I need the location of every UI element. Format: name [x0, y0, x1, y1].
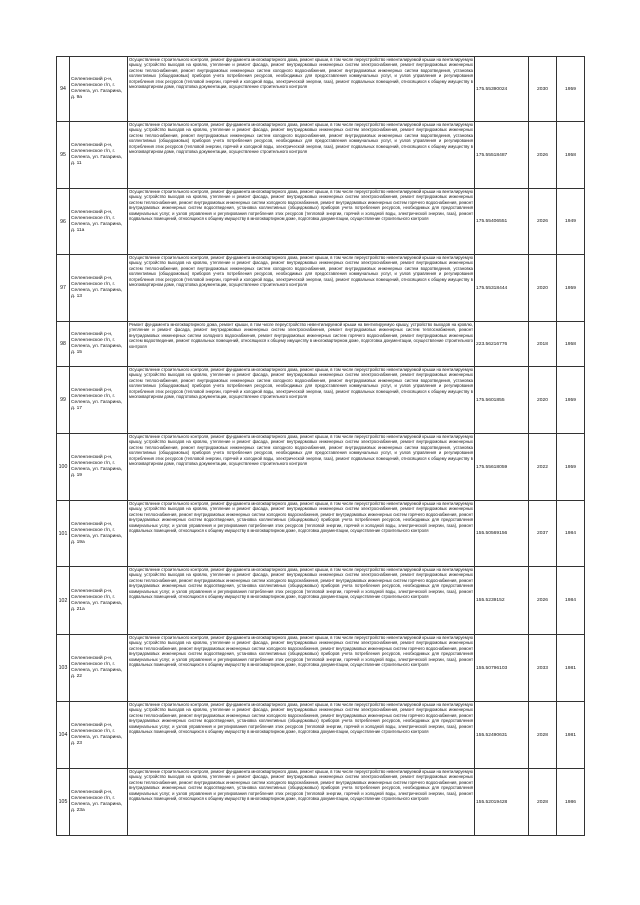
table-row	[57, 367, 585, 434]
row-number: 97	[57, 255, 70, 322]
works-cell: Осуществление строительного контроля, ремонт фундамента многоквартирного дома, ремонт крыши, в том числе переустройство невентилируемой крыши на вентилируемую крышу, устройство выходов на кровлю, утепление и ремонт фасада, ремонт внутридомовых инженерных систем электроснабжения, ремонт внутридомовых инженерных систем теплоснабжения, ремонт внутридомовых инженерных систем холодного водоснабжения, ремонт внутридомовых инженерных систем горячего водоснабжения, ремонт внутридомовых инженерных систем водоотведения, установка коллективных (общедомовых) приборов учета потребления ресурсов, необходимых для предоставления коммунальных услуг, и узлов управления и регулирования потребления этих ресурсов (тепловой энергии, горячей и холодной воды, электрической энергии, газа), ремонт подвальных помещений, относящихся к общему имуществу в многоквартирном доме, подготовка документации, осуществление строительного контроля	[128, 769, 475, 836]
build-year-cell: 1959	[557, 434, 585, 501]
works-cell: Ремонт фундамента многоквартирного дома, ремонт крыши, в том числе переустройство невентилируемой крыши на вентилируемую крышу, устройство выходов на кровлю, утепление и ремонт фасада, ремонт внутридомовых инженерных систем электроснабжения, ремонт внутридомовых инженерных систем теплоснабжения, ремонт внутридомовых инженерных систем холодного водоснабжения, ремонт внутридомовых инженерных систем горячего водоснабжения, ремонт внутридомовых инженерных систем водоотведения, ремонт подвальных помещений, относящихся к общему имуществу в многоквартирном доме, подготовка документации, осуществление строительного контроля	[128, 322, 475, 367]
cost-cell: 223.56216776	[475, 322, 529, 367]
planned-year-cell: 2018	[529, 322, 557, 367]
works-cell: Осуществление строительного контроля, ремонт фундамента многоквартирного дома, ремонт крыши, в том числе переустройство невентилируемой крыши на вентилируемую крышу, устройство выходов на кровлю, утепление и ремонт фасада, ремонт внутридомовых инженерных систем электроснабжения, ремонт внутридомовых инженерных систем теплоснабжения, ремонт внутридомовых инженерных систем холодного водоснабжения, ремонт внутридомовых инженерных систем водоотведения, установка коллективных (общедомовых) приборов учета потребления ресурсов, необходимых для предоставления коммунальных услуг, и узлов управления и регулирования потребления этих ресурсов (тепловой энергии, горячей и холодной воды, электрической энергии, газа), ремонт подвальных помещений, относящихся к общему имуществу в многоквартирном доме, подготовка документации, осуществление строительного контроля	[128, 434, 475, 501]
planned-year-cell: 2026	[529, 189, 557, 255]
table-row	[57, 702, 585, 769]
cost-cell: 175.5601855	[475, 367, 529, 434]
planned-year-cell: 2022	[529, 434, 557, 501]
address-cell: Селенгинский р-н, Селенгинское г/п, г. Селенга, ул. Гагарина, д. 9а	[70, 57, 128, 122]
table-row	[57, 635, 585, 702]
row-number: 103	[57, 635, 70, 702]
row-number: 99	[57, 367, 70, 434]
cost-cell: 175.55318444	[475, 255, 529, 322]
planned-year-cell: 2028	[529, 769, 557, 836]
row-number: 105	[57, 769, 70, 836]
works-cell: Осуществление строительного контроля, ремонт фундамента многоквартирного дома, ремонт крыши, в том числе переустройство невентилируемой крыши на вентилируемую крышу, устройство выходов на кровлю, утепление и ремонт фасада, ремонт внутридомовых инженерных систем электроснабжения, ремонт внутридомовых инженерных систем теплоснабжения, ремонт внутридомовых инженерных систем холодного водоснабжения, ремонт внутридомовых инженерных систем водоотведения, установка коллективных (общедомовых) приборов учета потребления ресурсов, необходимых для предоставления коммунальных услуг, и узлов управления и регулирования потребления этих ресурсов (тепловой энергии, горячей и холодной воды, электрической энергии, газа), ремонт подвальных помещений, относящихся к общему имуществу в многоквартирном доме, подготовка документации, осуществление строительного контроля	[128, 57, 475, 122]
cost-cell: 155.50796103	[475, 635, 529, 702]
table-row	[57, 501, 585, 567]
row-number: 96	[57, 189, 70, 255]
planned-year-cell: 2020	[529, 367, 557, 434]
table-row	[57, 434, 585, 501]
build-year-cell: 1959	[557, 57, 585, 122]
address-cell: Селенгинский р-н, Селенгинское г/п, г. Селенга, ул. Гагарина, д. 13	[70, 255, 128, 322]
planned-year-cell: 2028	[529, 702, 557, 769]
row-number: 104	[57, 702, 70, 769]
cost-cell: 175.55390024	[475, 57, 529, 122]
cost-cell: 155.5239152	[475, 567, 529, 635]
address-cell: Селенгинский р-н, Селенгинское г/п, г. Селенга, ул. Гагарина, д. 17	[70, 367, 128, 434]
planned-year-cell: 2026	[529, 122, 557, 189]
build-year-cell: 1949	[557, 189, 585, 255]
planned-year-cell: 2020	[529, 255, 557, 322]
build-year-cell: 1984	[557, 501, 585, 567]
address-cell: Селенгинский р-н, Селенгинское г/п, г. Селенга, ул. Гагарина, д. 21а	[70, 567, 128, 635]
address-cell: Селенгинский р-н, Селенгинское г/п, г. Селенга, ул. Гагарина, д. 23	[70, 702, 128, 769]
planned-year-cell: 2033	[529, 635, 557, 702]
table-row	[57, 57, 585, 122]
works-cell: Осуществление строительного контроля, ремонт фундамента многоквартирного дома, ремонт крыши, в том числе переустройство невентилируемой крыши на вентилируемую крышу, устройство выходов на кровлю, утепление и ремонт фасада, ремонт внутридомовых инженерных систем электроснабжения, ремонт внутридомовых инженерных систем теплоснабжения, ремонт внутридомовых инженерных систем холодного водоснабжения, ремонт внутридомовых инженерных систем водоотведения, установка коллективных (общедомовых) приборов учета потребления ресурсов, необходимых для предоставления коммунальных услуг, и узлов управления и регулирования потребления этих ресурсов (тепловой энергии, горячей и холодной воды, электрической энергии, газа), ремонт подвальных помещений, относящихся к общему имуществу в многоквартирном доме, подготовка документации, осуществление строительного контроля	[128, 122, 475, 189]
row-number: 95	[57, 122, 70, 189]
row-number: 100	[57, 434, 70, 501]
build-year-cell: 1958	[557, 122, 585, 189]
row-number: 101	[57, 501, 70, 567]
address-cell: Селенгинский р-н, Селенгинское г/п, г. Селенга, ул. Гагарина, д. 15	[70, 322, 128, 367]
document-sheet	[56, 56, 584, 836]
works-cell: Осуществление строительного контроля, ремонт фундамента многоквартирного дома, ремонт крыши, в том числе переустройство невентилируемой крыши на вентилируемую крышу, устройство выходов на кровлю, утепление и ремонт фасада, ремонт внутридомовых инженерных систем электроснабжения, ремонт внутридомовых инженерных систем теплоснабжения, ремонт внутридомовых инженерных систем холодного водоснабжения, ремонт внутридомовых инженерных систем горячего водоснабжения, ремонт внутридомовых инженерных систем водоотведения, установка коллективных (общедомовых) приборов учета потребления ресурсов, необходимых для предоставления коммунальных услуг, и узлов управления и регулирования потребления этих ресурсов (тепловой энергии, горячей и холодной воды, электрической энергии, газа), ремонт подвальных помещений, относящихся к общему имуществу в многоквартирном доме, подготовка документации, осуществление строительного контроля	[128, 567, 475, 635]
build-year-cell: 1986	[557, 769, 585, 836]
works-cell: Осуществление строительного контроля, ремонт фундамента многоквартирного дома, ремонт крыши, в том числе переустройство невентилируемой крыши на вентилируемую крышу, устройство выходов на кровлю, утепление и ремонт фасада, ремонт внутридомовых инженерных систем электроснабжения, ремонт внутридомовых инженерных систем теплоснабжения, ремонт внутридомовых инженерных систем холодного водоснабжения, ремонт внутридомовых инженерных систем горячего водоснабжения, ремонт внутридомовых инженерных систем водоотведения, установка коллективных (общедомовых) приборов учета потребления ресурсов, необходимых для предоставления коммунальных услуг, и узлов управления и регулирования потребления этих ресурсов (тепловой энергии, горячей и холодной воды, электрической энергии, газа), ремонт подвальных помещений, относящихся к общему имуществу в многоквартирном доме, подготовка документации, осуществление строительного контроля	[128, 189, 475, 255]
works-cell: Осуществление строительного контроля, ремонт фундамента многоквартирного дома, ремонт крыши, в том числе переустройство невентилируемой крыши на вентилируемую крышу, устройство выходов на кровлю, утепление и ремонт фасада, ремонт внутридомовых инженерных систем электроснабжения, ремонт внутридомовых инженерных систем теплоснабжения, ремонт внутридомовых инженерных систем холодного водоснабжения, ремонт внутридомовых инженерных систем горячего водоснабжения, ремонт внутридомовых инженерных систем водоотведения, установка коллективных (общедомовых) приборов учета потребления ресурсов, необходимых для предоставления коммунальных услуг, и узлов управления и регулирования потребления этих ресурсов (тепловой энергии, горячей и холодной воды, электрической энергии, газа), ремонт подвальных помещений, относящихся к общему имуществу в многоквартирном доме, подготовка документации, осуществление строительного контроля	[128, 702, 475, 769]
table-row	[57, 122, 585, 189]
address-cell: Селенгинский р-н, Селенгинское г/п, г. Селенга, ул. Гагарина, д. 11а	[70, 189, 128, 255]
table-row	[57, 255, 585, 322]
table-row	[57, 567, 585, 635]
planned-year-cell: 2026	[529, 567, 557, 635]
works-cell: Осуществление строительного контроля, ремонт фундамента многоквартирного дома, ремонт крыши, в том числе переустройство невентилируемой крыши на вентилируемую крышу, устройство выходов на кровлю, утепление и ремонт фасада, ремонт внутридомовых инженерных систем электроснабжения, ремонт внутридомовых инженерных систем теплоснабжения, ремонт внутридомовых инженерных систем холодного водоснабжения, ремонт внутридомовых инженерных систем водоотведения, установка коллективных (общедомовых) приборов учета потребления ресурсов, необходимых для предоставления коммунальных услуг, и узлов управления и регулирования потребления этих ресурсов (тепловой энергии, горячей и холодной воды, электрической энергии, газа), ремонт подвальных помещений, относящихся к общему имуществу в многоквартирном доме, подготовка документации, осуществление строительного контроля	[128, 367, 475, 434]
row-number: 98	[57, 322, 70, 367]
row-number: 102	[57, 567, 70, 635]
cost-cell: 155.52490631	[475, 702, 529, 769]
planned-year-cell: 2037	[529, 501, 557, 567]
table-row	[57, 322, 585, 367]
address-cell: Селенгинский р-н, Селенгинское г/п, г. Селенга, ул. Гагарина, д. 22	[70, 635, 128, 702]
works-cell: Осуществление строительного контроля, ремонт фундамента многоквартирного дома, ремонт крыши, в том числе переустройство невентилируемой крыши на вентилируемую крышу, устройство выходов на кровлю, утепление и ремонт фасада, ремонт внутридомовых инженерных систем электроснабжения, ремонт внутридомовых инженерных систем теплоснабжения, ремонт внутридомовых инженерных систем холодного водоснабжения, ремонт внутридомовых инженерных систем горячего водоснабжения, ремонт внутридомовых инженерных систем водоотведения, установка коллективных (общедомовых) приборов учета потребления ресурсов, необходимых для предоставления коммунальных услуг, и узлов управления и регулирования потребления этих ресурсов (тепловой энергии, горячей и холодной воды, электрической энергии, газа), ремонт подвальных помещений, относящихся к общему имуществу в многоквартирном доме, подготовка документации, осуществление строительного контроля	[128, 501, 475, 567]
table-row	[57, 189, 585, 255]
build-year-cell: 1958	[557, 322, 585, 367]
build-year-cell: 1981	[557, 635, 585, 702]
cost-cell: 175.55518487	[475, 122, 529, 189]
address-cell: Селенгинский р-н, Селенгинское г/п, г. Селенга, ул. Гагарина, д. 19	[70, 434, 128, 501]
repair-program-table	[56, 56, 585, 836]
cost-cell: 175.55618059	[475, 434, 529, 501]
works-cell: Осуществление строительного контроля, ремонт фундамента многоквартирного дома, ремонт крыши, в том числе переустройство невентилируемой крыши на вентилируемую крышу, устройство выходов на кровлю, утепление и ремонт фасада, ремонт внутридомовых инженерных систем электроснабжения, ремонт внутридомовых инженерных систем теплоснабжения, ремонт внутридомовых инженерных систем холодного водоснабжения, ремонт внутридомовых инженерных систем водоотведения, установка коллективных (общедомовых) приборов учета потребления ресурсов, необходимых для предоставления коммунальных услуг, и узлов управления и регулирования потребления этих ресурсов (тепловой энергии, горячей и холодной воды, электрической энергии, газа), ремонт подвальных помещений, относящихся к общему имуществу в многоквартирном доме, подготовка документации, осуществление строительного контроля	[128, 255, 475, 322]
build-year-cell: 1981	[557, 702, 585, 769]
address-cell: Селенгинский р-н, Селенгинское г/п, г. Селенга, ул. Гагарина, д. 19а	[70, 501, 128, 567]
works-cell: Осуществление строительного контроля, ремонт фундамента многоквартирного дома, ремонт крыши, в том числе переустройство невентилируемой крыши на вентилируемую крышу, устройство выходов на кровлю, утепление и ремонт фасада, ремонт внутридомовых инженерных систем электроснабжения, ремонт внутридомовых инженерных систем теплоснабжения, ремонт внутридомовых инженерных систем холодного водоснабжения, ремонт внутридомовых инженерных систем горячего водоснабжения, ремонт внутридомовых инженерных систем водоотведения, установка коллективных (общедомовых) приборов учета потребления ресурсов, необходимых для предоставления коммунальных услуг, и узлов управления и регулирования потребления этих ресурсов (тепловой энергии, горячей и холодной воды, электрической энергии, газа), ремонт подвальных помещений, относящихся к общему имуществу в многоквартирном доме, подготовка документации, осуществление строительного контроля	[128, 635, 475, 702]
table-row	[57, 769, 585, 836]
cost-cell: 175.55406551	[475, 189, 529, 255]
address-cell: Селенгинский р-н, Селенгинское г/п, г. Селенга, ул. Гагарина, д. 23а	[70, 769, 128, 836]
cost-cell: 155.50569156	[475, 501, 529, 567]
address-cell: Селенгинский р-н, Селенгинское г/п, г. Селенга, ул. Гагарина, д. 11	[70, 122, 128, 189]
row-number: 94	[57, 57, 70, 122]
build-year-cell: 1959	[557, 367, 585, 434]
planned-year-cell: 2030	[529, 57, 557, 122]
cost-cell: 155.52019428	[475, 769, 529, 836]
build-year-cell: 1984	[557, 567, 585, 635]
build-year-cell: 1959	[557, 255, 585, 322]
table-body	[57, 57, 585, 836]
